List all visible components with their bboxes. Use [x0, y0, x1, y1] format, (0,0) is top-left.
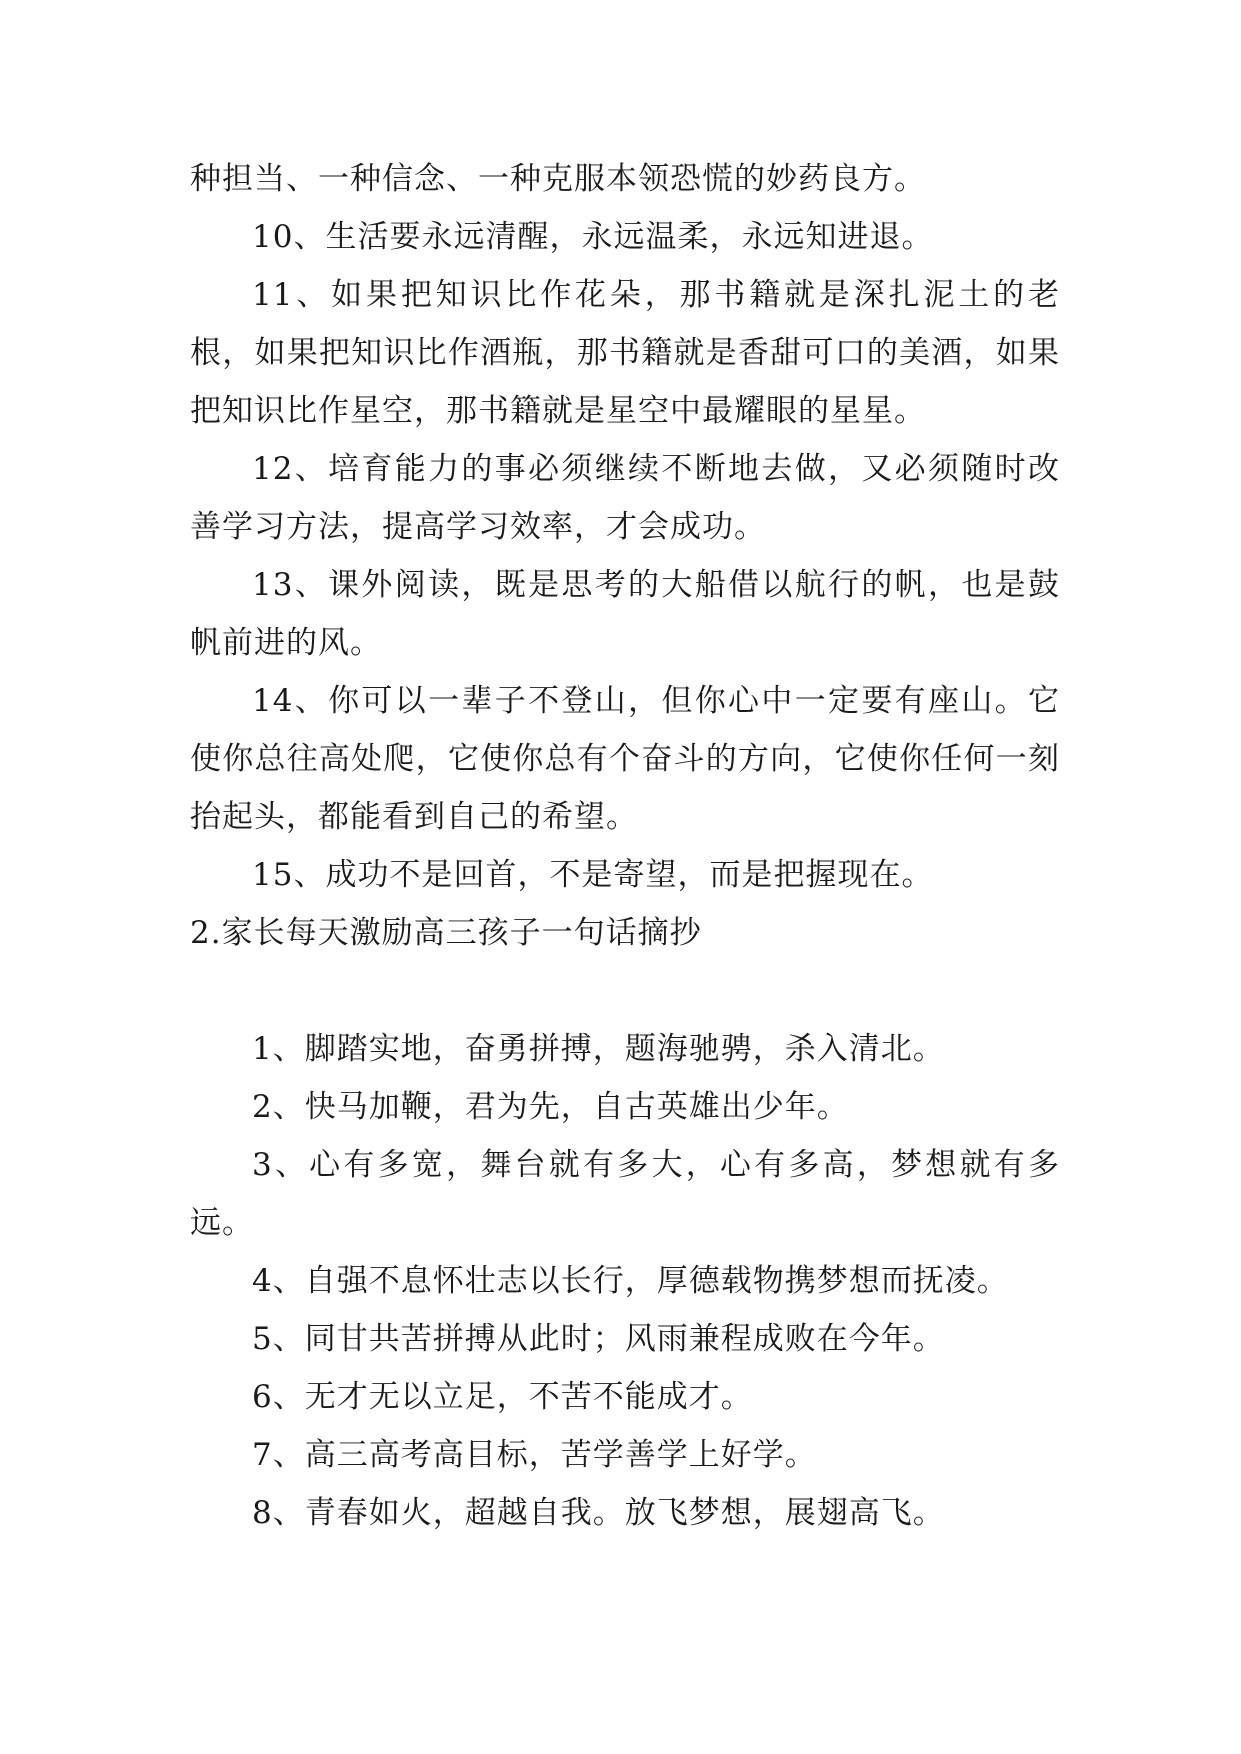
section-spacer	[190, 962, 1060, 1020]
motto-item-1: 1、脚踏实地，奋勇拼搏，题海驰骋，杀入清北。	[252, 1031, 945, 1067]
motto-item-6: 6、无才无以立足，不苦不能成才。	[252, 1379, 753, 1415]
motto-item-5: 5、同甘共苦拼搏从此时；风雨兼程成败在今年。	[252, 1321, 945, 1357]
motto-item-7: 7、高三高考高目标，苦学善学上好学。	[252, 1437, 817, 1473]
motto-item-3: 3、心有多宽，舞台就有多大，心有多高，梦想就有多远。	[190, 1147, 1060, 1241]
quote-item-10: 10、生活要永远清醒，永远温柔，永远知进退。	[252, 219, 934, 255]
continuation-paragraph: 种担当、一种信念、一种克服本领恐慌的妙药良方。	[190, 161, 926, 197]
quote-item-11: 11、如果把知识比作花朵，那书籍就是深扎泥土的老根，如果把知识比作酒瓶，那书籍就是香甜可口的美酒，如果把知识比作星空，那书籍就是星空中最耀眼的星星。	[190, 277, 1060, 429]
quote-item-12: 12、培育能力的事必须继续不断地去做，又必须随时改善学习方法，提高学习效率，才会成功。	[190, 451, 1060, 545]
quote-item-15: 15、成功不是回首，不是寄望，而是把握现在。	[252, 857, 934, 893]
motto-item-8: 8、青春如火，超越自我。放飞梦想，展翅高飞。	[252, 1495, 945, 1531]
document-page	[190, 150, 1060, 1542]
section-heading: 2.家长每天激励高三孩子一句话摘抄	[190, 915, 702, 951]
quote-item-14: 14、你可以一辈子不登山，但你心中一定要有座山。它使你总往高处爬，它使你总有个奋斗的方向，它使你任何一刻抬起头，都能看到自己的希望。	[190, 683, 1060, 835]
motto-item-2: 2、快马加鞭，君为先，自古英雄出少年。	[252, 1089, 849, 1125]
motto-item-4: 4、自强不息怀壮志以长行，厚德载物携梦想而抚凌。	[252, 1263, 1009, 1299]
quote-item-13: 13、课外阅读，既是思考的大船借以航行的帆，也是鼓帆前进的风。	[190, 567, 1060, 661]
